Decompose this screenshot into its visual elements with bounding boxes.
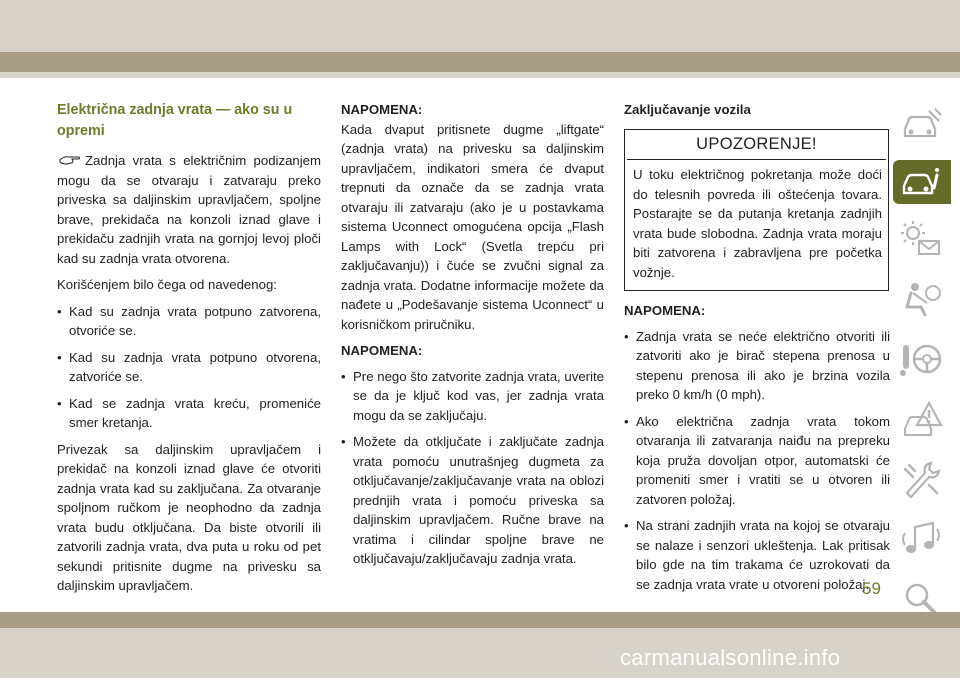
- service-tools-icon: [899, 459, 943, 499]
- list-item: • Zadnja vrata se neće električno otvoriti ili zatvoriti ako je birač stepena prenosa u stepenu prenosa ili ako je brzina vozila preko 0 km/h (0 mph).: [624, 327, 890, 405]
- note-title: NAPOMENA:: [341, 343, 423, 358]
- page-number: 59: [862, 579, 881, 598]
- steering-wheel-icon: [899, 339, 943, 379]
- chapter-sidebar: [893, 100, 951, 694]
- bottom-stripe: [0, 612, 960, 628]
- bullet-list: [57, 302, 321, 433]
- intro-text: Zadnja vrata s električnim podizanjem mogu da se otvaraju i zatvaraju preko priveska sa daljinskim upravljačem, spoljne brave, prekidača na konzoli iznad glave i prekidaču zadnjih vrata na gornjoj levoj ploči kad su zadnja vrata otvorena.: [57, 153, 321, 266]
- list-item: • Pre nego što zatvorite zadnja vrata, uverite se da je ključ kod vas, jer zadnja vrata mogu da se zaključaju.: [341, 367, 604, 426]
- tab-car-overview[interactable]: [895, 100, 947, 150]
- car-overview-icon: [899, 105, 943, 145]
- left-column: [57, 100, 321, 603]
- top-stripe: [0, 52, 960, 72]
- closing-paragraph: Privezak sa daljinskim upravljačem i prekidač na konzoli iznad glave će otvoriti zadnja vrata kad su zaključana. Za otvaranje spoljnom ručkom je neophodno da zadnja vrata budu otključana. Da biste otvorili ili zatvorili zadnja vrata, dva puta u roku od pet sekundi pritisnite dugme na privesku sa daljinskim upravljačem.: [57, 441, 321, 593]
- tab-car-info[interactable]: [893, 160, 951, 204]
- multimedia-music-icon: [899, 519, 943, 559]
- car-info-icon: [900, 162, 944, 202]
- intro-paragraph: [57, 151, 321, 268]
- tab-servicing[interactable]: [895, 454, 947, 504]
- list-item: • Možete da otključate i zaključate zadnja vrata pomoću unutrašnjeg dugmeta za otključavanje/zaključavanje vrata na oblozi prednjih vrata i pomoću priveska sa daljinskim upravljačem. Ručne brave na vratima i cilindar spoljne brave ne otključavaju/zaključavaju zadnja vrata.: [341, 432, 604, 569]
- tab-warning-lights[interactable]: [895, 214, 947, 264]
- emergency-triangle-icon: [899, 399, 943, 439]
- middle-column: [341, 100, 604, 576]
- warning-lights-messages-icon: [899, 219, 943, 259]
- watermark: carmanualsonline.info: [620, 645, 841, 670]
- tab-multimedia[interactable]: [895, 514, 947, 564]
- note-paragraph: Kada dvaput pritisnete dugme „liftgate“ (zadnja vrata) na privesku sa daljinskim upravljačem, indikatori smera će dvaput trepnuti da označe da se zadnja vrata otvaraju ili zatvaraju (ako je u postavkama sistema Uconnect omogućena opcija „Flash Lamps with Lock“ (Svetla trepću pri zaključavanju)) i čuće se zvučni signal za zadnja vrata. Dodatne informacije možete da nađete u „Podešavanje sistema Uconnect“ u korisničkom priručniku.: [341, 121, 604, 332]
- section-title: Zaključavanje vozila: [624, 102, 751, 117]
- note-bullet-list: [624, 327, 890, 595]
- section-heading: Električna zadnja vrata — ako su u opremi: [57, 102, 293, 139]
- list-item: • Kad se zadnja vrata kreću, promeniće smer kretanja.: [57, 394, 321, 433]
- warning-text: U toku električnog pokretanja može doći do telesnih povreda ili oštećenja tovara. Postarajte se da putanja kretanja zadnjih vrata bude slobodna. Zadnja vrata moraju biti zatvorena i zabravljena pre početka vožnje.: [633, 167, 882, 280]
- list-item: • Kad su zadnja vrata potpuno zatvorena, otvoriće se.: [57, 302, 321, 341]
- note-title: NAPOMENA:: [341, 102, 423, 117]
- safety-airbag-icon: [899, 279, 943, 319]
- note-bullet-list: [341, 367, 604, 569]
- list-intro: Korišćenjem bilo čega od navedenog:: [57, 277, 277, 292]
- tab-starting-operating[interactable]: [895, 334, 947, 384]
- list-item: • Kad su zadnja vrata potpuno otvorena, zatvoriće se.: [57, 348, 321, 387]
- warning-box: [624, 129, 889, 292]
- tab-safety[interactable]: [895, 274, 947, 324]
- tab-emergency[interactable]: [895, 394, 947, 444]
- right-column: [624, 100, 890, 601]
- pointing-hand-icon: [59, 154, 81, 166]
- warning-title: UPOZORENJE!: [627, 132, 886, 161]
- list-item: • Na strani zadnjih vrata na kojoj se otvaraju se nalaze i senzori ukleštenja. Lak pritisak bilo gde na tim trakama će uzrokovati da se zadnja vrata vrate u otvoreni položaj.: [624, 516, 890, 594]
- list-item: • Ako električna zadnja vrata tokom otvaranja ili zatvaranja naiđu na prepreku koja pruža dovoljan otpor, automatski će promeniti smer i vratiti se u otvoren ili zatvoren položaj.: [624, 412, 890, 510]
- note-title: NAPOMENA:: [624, 303, 706, 318]
